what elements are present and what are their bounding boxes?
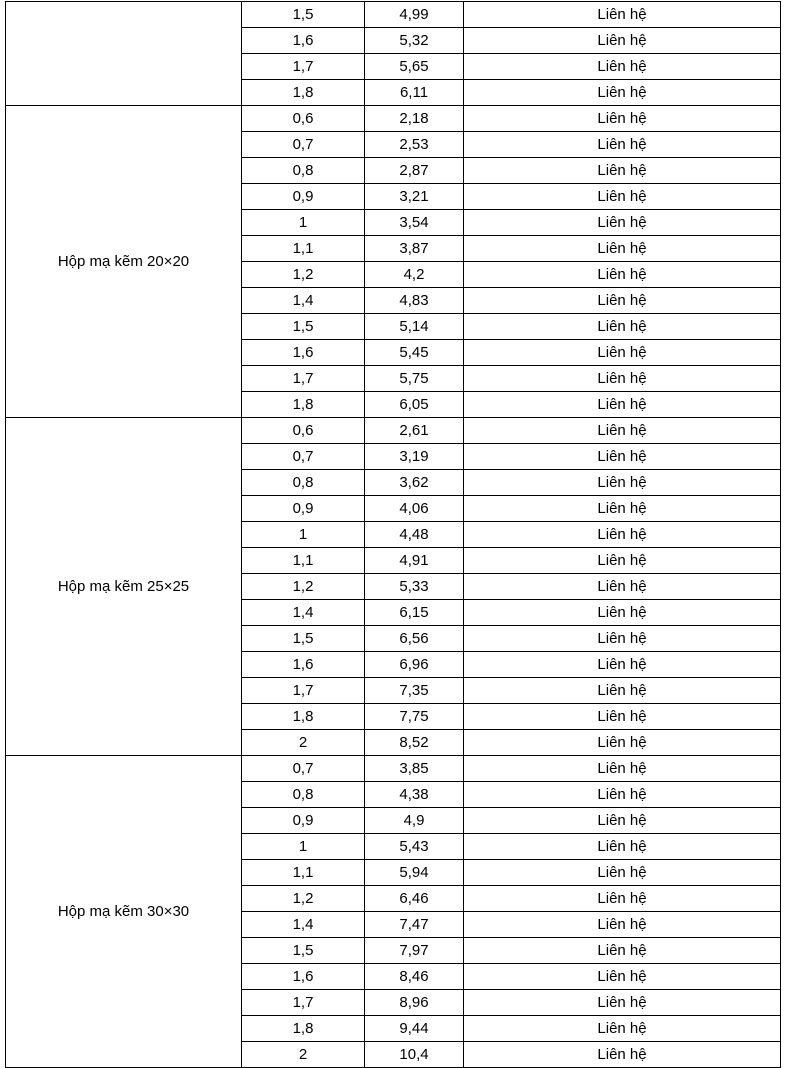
weight-cell: 4,06 xyxy=(365,496,464,522)
weight-cell: 6,96 xyxy=(365,652,464,678)
price-cell: Liên hệ xyxy=(464,340,781,366)
thickness-cell: 1,7 xyxy=(242,990,365,1016)
table-row xyxy=(6,418,781,444)
thickness-cell: 1 xyxy=(242,522,365,548)
price-cell: Liên hệ xyxy=(464,626,781,652)
thickness-cell: 0,6 xyxy=(242,418,365,444)
thickness-cell: 1,5 xyxy=(242,314,365,340)
thickness-cell: 1,6 xyxy=(242,28,365,54)
price-cell: Liên hệ xyxy=(464,132,781,158)
weight-cell: 7,35 xyxy=(365,678,464,704)
weight-cell: 9,44 xyxy=(365,1016,464,1042)
thickness-cell: 1,7 xyxy=(242,54,365,80)
thickness-cell: 1,5 xyxy=(242,626,365,652)
price-cell: Liên hệ xyxy=(464,600,781,626)
price-cell: Liên hệ xyxy=(464,860,781,886)
thickness-cell: 0,8 xyxy=(242,470,365,496)
price-cell: Liên hệ xyxy=(464,444,781,470)
thickness-cell: 1,2 xyxy=(242,262,365,288)
weight-cell: 4,48 xyxy=(365,522,464,548)
product-name-cell xyxy=(6,2,242,106)
weight-cell: 6,11 xyxy=(365,80,464,106)
price-cell: Liên hệ xyxy=(464,106,781,132)
weight-cell: 2,18 xyxy=(365,106,464,132)
thickness-cell: 0,9 xyxy=(242,496,365,522)
weight-cell: 8,46 xyxy=(365,964,464,990)
weight-cell: 5,43 xyxy=(365,834,464,860)
thickness-cell: 2 xyxy=(242,1042,365,1068)
price-cell: Liên hệ xyxy=(464,808,781,834)
price-cell: Liên hệ xyxy=(464,236,781,262)
price-table xyxy=(5,1,781,1068)
weight-cell: 5,14 xyxy=(365,314,464,340)
thickness-cell: 0,8 xyxy=(242,782,365,808)
price-cell: Liên hệ xyxy=(464,990,781,1016)
thickness-cell: 1,8 xyxy=(242,704,365,730)
weight-cell: 8,96 xyxy=(365,990,464,1016)
thickness-cell: 0,9 xyxy=(242,184,365,210)
thickness-cell: 1,5 xyxy=(242,2,365,28)
weight-cell: 4,99 xyxy=(365,2,464,28)
price-cell: Liên hệ xyxy=(464,496,781,522)
price-cell: Liên hệ xyxy=(464,912,781,938)
price-cell: Liên hệ xyxy=(464,964,781,990)
thickness-cell: 0,7 xyxy=(242,132,365,158)
price-cell: Liên hệ xyxy=(464,886,781,912)
price-cell: Liên hệ xyxy=(464,756,781,782)
weight-cell: 4,83 xyxy=(365,288,464,314)
weight-cell: 3,54 xyxy=(365,210,464,236)
thickness-cell: 1,8 xyxy=(242,80,365,106)
thickness-cell: 1,8 xyxy=(242,1016,365,1042)
weight-cell: 4,91 xyxy=(365,548,464,574)
price-cell: Liên hệ xyxy=(464,158,781,184)
thickness-cell: 2 xyxy=(242,730,365,756)
price-cell: Liên hệ xyxy=(464,938,781,964)
thickness-cell: 1,4 xyxy=(242,912,365,938)
weight-cell: 5,45 xyxy=(365,340,464,366)
price-cell: Liên hệ xyxy=(464,2,781,28)
thickness-cell: 1,2 xyxy=(242,574,365,600)
weight-cell: 3,85 xyxy=(365,756,464,782)
price-table-body xyxy=(6,2,781,1068)
price-cell: Liên hệ xyxy=(464,782,781,808)
weight-cell: 5,94 xyxy=(365,860,464,886)
weight-cell: 7,47 xyxy=(365,912,464,938)
table-row xyxy=(6,106,781,132)
price-cell: Liên hệ xyxy=(464,210,781,236)
thickness-cell: 1,7 xyxy=(242,366,365,392)
weight-cell: 3,62 xyxy=(365,470,464,496)
thickness-cell: 0,7 xyxy=(242,444,365,470)
weight-cell: 5,33 xyxy=(365,574,464,600)
thickness-cell: 1,6 xyxy=(242,652,365,678)
product-name-cell: Hộp mạ kẽm 20×20 xyxy=(6,106,242,418)
weight-cell: 6,56 xyxy=(365,626,464,652)
weight-cell: 8,52 xyxy=(365,730,464,756)
price-cell: Liên hệ xyxy=(464,366,781,392)
thickness-cell: 1,8 xyxy=(242,392,365,418)
thickness-cell: 1,4 xyxy=(242,288,365,314)
weight-cell: 6,15 xyxy=(365,600,464,626)
thickness-cell: 1,6 xyxy=(242,964,365,990)
thickness-cell: 1,1 xyxy=(242,548,365,574)
thickness-cell: 1,5 xyxy=(242,938,365,964)
price-cell: Liên hệ xyxy=(464,1042,781,1068)
weight-cell: 2,53 xyxy=(365,132,464,158)
thickness-cell: 1,4 xyxy=(242,600,365,626)
thickness-cell: 1 xyxy=(242,834,365,860)
table-row xyxy=(6,756,781,782)
price-cell: Liên hệ xyxy=(464,80,781,106)
thickness-cell: 0,9 xyxy=(242,808,365,834)
thickness-cell: 0,8 xyxy=(242,158,365,184)
weight-cell: 2,61 xyxy=(365,418,464,444)
thickness-cell: 1,7 xyxy=(242,678,365,704)
price-cell: Liên hệ xyxy=(464,184,781,210)
price-cell: Liên hệ xyxy=(464,574,781,600)
price-cell: Liên hệ xyxy=(464,470,781,496)
thickness-cell: 0,7 xyxy=(242,756,365,782)
weight-cell: 3,19 xyxy=(365,444,464,470)
price-cell: Liên hệ xyxy=(464,548,781,574)
price-cell: Liên hệ xyxy=(464,704,781,730)
weight-cell: 5,65 xyxy=(365,54,464,80)
price-cell: Liên hệ xyxy=(464,392,781,418)
weight-cell: 2,87 xyxy=(365,158,464,184)
weight-cell: 3,87 xyxy=(365,236,464,262)
price-cell: Liên hệ xyxy=(464,1016,781,1042)
price-cell: Liên hệ xyxy=(464,834,781,860)
weight-cell: 7,75 xyxy=(365,704,464,730)
thickness-cell: 1,2 xyxy=(242,886,365,912)
thickness-cell: 1,1 xyxy=(242,860,365,886)
price-cell: Liên hệ xyxy=(464,730,781,756)
price-cell: Liên hệ xyxy=(464,652,781,678)
price-cell: Liên hệ xyxy=(464,54,781,80)
price-cell: Liên hệ xyxy=(464,28,781,54)
weight-cell: 6,46 xyxy=(365,886,464,912)
thickness-cell: 1,6 xyxy=(242,340,365,366)
weight-cell: 5,32 xyxy=(365,28,464,54)
weight-cell: 4,2 xyxy=(365,262,464,288)
weight-cell: 3,21 xyxy=(365,184,464,210)
thickness-cell: 0,6 xyxy=(242,106,365,132)
price-cell: Liên hệ xyxy=(464,262,781,288)
weight-cell: 10,4 xyxy=(365,1042,464,1068)
price-cell: Liên hệ xyxy=(464,522,781,548)
weight-cell: 5,75 xyxy=(365,366,464,392)
weight-cell: 4,9 xyxy=(365,808,464,834)
thickness-cell: 1,1 xyxy=(242,236,365,262)
price-cell: Liên hệ xyxy=(464,288,781,314)
weight-cell: 6,05 xyxy=(365,392,464,418)
table-row xyxy=(6,2,781,28)
product-name-cell: Hộp mạ kẽm 30×30 xyxy=(6,756,242,1068)
weight-cell: 4,38 xyxy=(365,782,464,808)
product-name-cell: Hộp mạ kẽm 25×25 xyxy=(6,418,242,756)
weight-cell: 7,97 xyxy=(365,938,464,964)
price-cell: Liên hệ xyxy=(464,678,781,704)
thickness-cell: 1 xyxy=(242,210,365,236)
price-cell: Liên hệ xyxy=(464,418,781,444)
price-cell: Liên hệ xyxy=(464,314,781,340)
